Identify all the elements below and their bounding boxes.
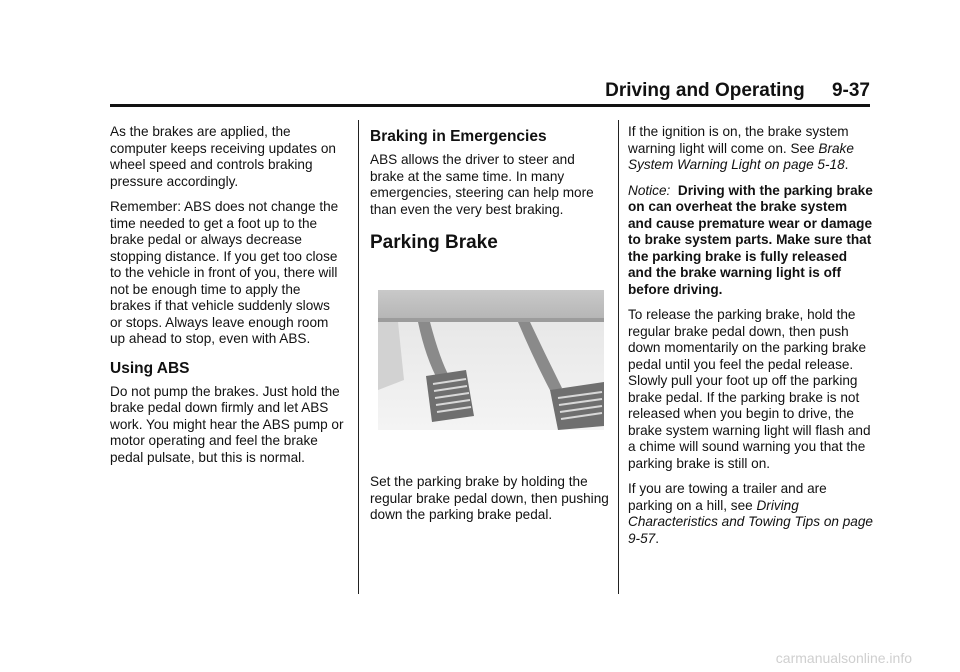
paragraph: Remember: ABS does not change the time needed to get a foot up to the brake pedal or always decrease stopping distance. If you get too close to the vehicle in front of you, there will not be enough time to apply the brakes if that vehicle suddenly slows or stops. Always leave enough room up ahead to stop, even with ABS. <box>110 199 339 346</box>
paragraph: As the brakes are applied, the computer keeps receiving updates on wheel speed and controls braking pressure accordingly. <box>110 124 336 189</box>
paragraph: If the ignition is on, the brake system warning light will come on. See Brake System Warning Light on page 5-18. <box>628 124 854 172</box>
cross-reference-link[interactable]: Driving Characteristics and Towing Tips on page 9-57 <box>628 497 873 546</box>
paragraph: Set the parking brake by holding the regular brake pedal down, then pushing down the parking brake pedal. <box>370 474 609 522</box>
paragraph: Do not pump the brakes. Just hold the brake pedal down firmly and let ABS work. You might hear the ABS pump or motor operating and feel the brake pedal pulsate, but this is normal. <box>110 383 344 465</box>
notice-label: Notice: <box>628 182 671 198</box>
notice <box>628 183 873 299</box>
heading-using-abs: Using ABS <box>110 359 190 377</box>
watermark: carmanualsonline.info <box>775 650 912 666</box>
cross-reference-link[interactable]: Brake System Warning Light on page 5-18 <box>628 140 854 172</box>
page-header <box>110 80 870 104</box>
heading-braking-in-emergencies: Braking in Emergencies <box>370 128 547 145</box>
parking-brake-pedal-illustration <box>378 290 604 430</box>
column-middle <box>370 124 610 533</box>
column-left <box>110 124 345 475</box>
paragraph: To release the parking brake, hold the regular brake pedal down, then push down momentarily on the parking brake pedal until you feel the pedal release. Slowly pull your foot up off the parking brake pedal. If the parking brake is not released when you begin to drive, the brake system warning light will flash and a chime will sound warning you that the parking brake is still on. <box>628 307 871 471</box>
paragraph: If you are towing a trailer and are parking on a hill, see Driving Characteristics and Towing Tips on page 9-57. <box>628 481 873 546</box>
column-divider <box>358 120 359 594</box>
column-divider <box>618 120 619 594</box>
header-rule <box>110 104 870 107</box>
column-right <box>628 124 873 556</box>
paragraph: ABS allows the driver to steer and brake at the same time. In many emergencies, steering can help more than even the very best braking. <box>370 152 594 217</box>
heading-parking-brake: Parking Brake <box>370 232 498 253</box>
notice-text: Driving with the parking brake on can overheat the brake system and cause premature wear or damage to brake system parts. Make sure that the parking brake is fully released and the brake warning light is off before driving. <box>628 182 873 297</box>
section-title: Driving and Operating <box>605 80 805 101</box>
page-number: 9-37 <box>831 80 870 101</box>
